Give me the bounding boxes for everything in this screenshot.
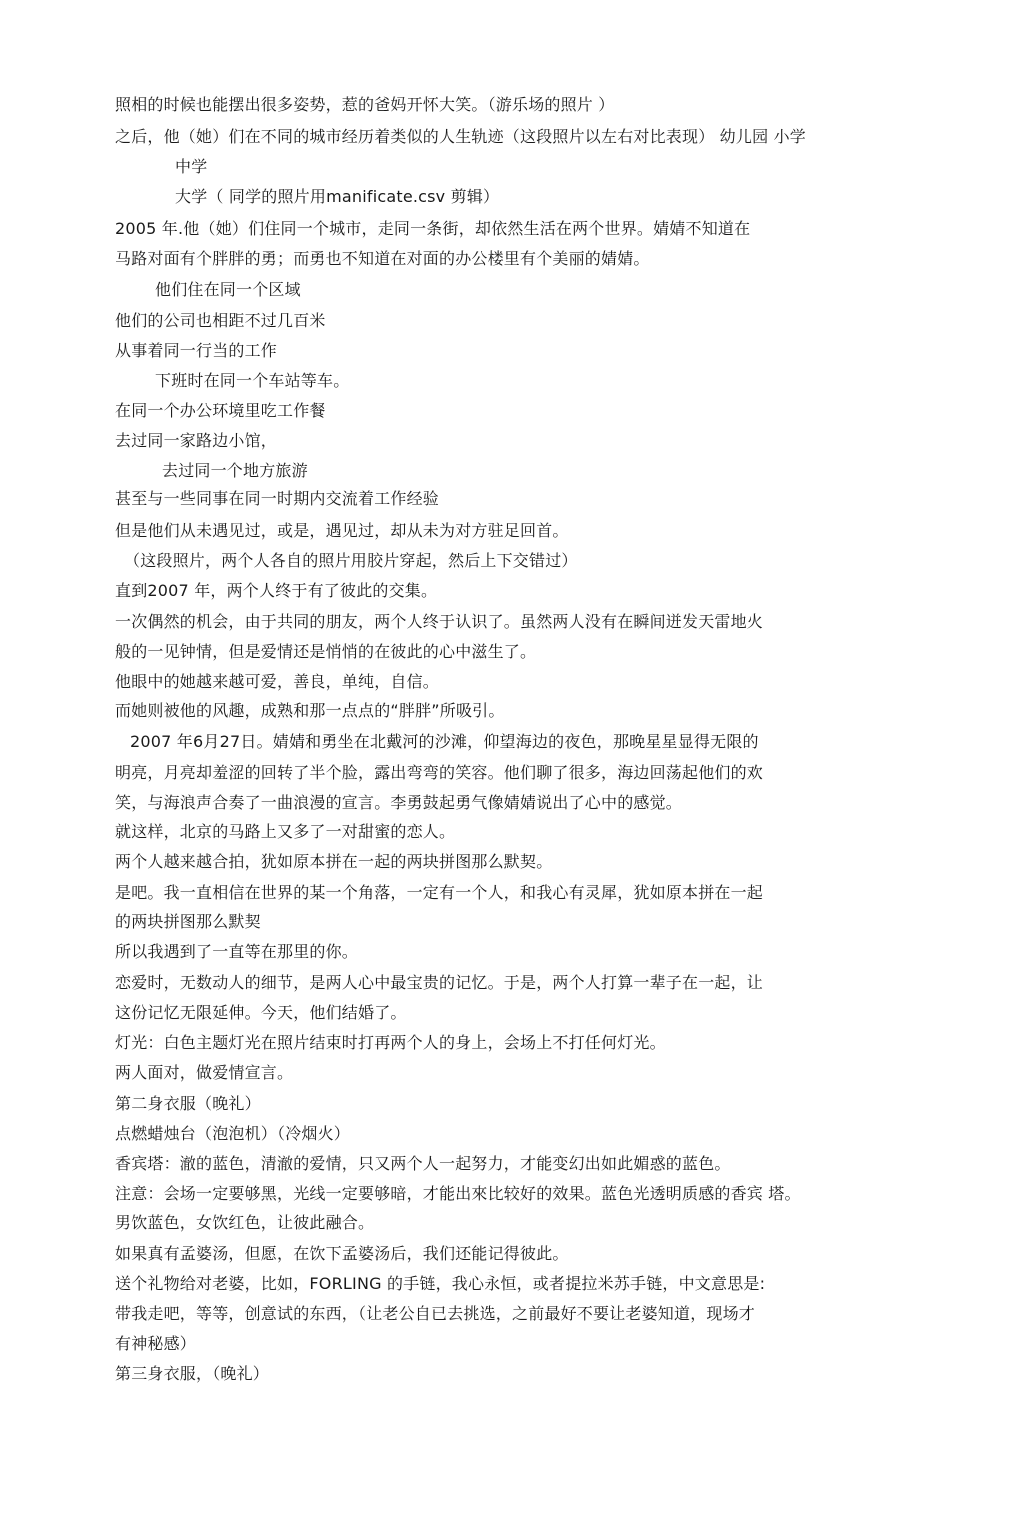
text-line: 去过同一个地方旅游	[162, 461, 308, 480]
text-line: 第二身衣服（晚礼）	[115, 1094, 261, 1113]
text-line: 直到2007 年，两个人终于有了彼此的交集。	[115, 581, 438, 600]
text-line: 带我走吧，等等，创意试的东西，（让老公自已去挑选，之前最好不要让老婆知道，现场才	[115, 1304, 756, 1323]
text-line: 点燃蜡烛台（泡泡机）（冷烟火）	[115, 1124, 351, 1143]
text-line: 下班时在同一个车站等车。	[155, 371, 350, 390]
text-line: 的两块拼图那么默契	[115, 912, 261, 931]
text-line: 注意：会场一定要够黑，光线一定要够暗，才能出來比较好的效果。蓝色光透明质感的香宾 塔。	[115, 1184, 801, 1203]
text-line: 这份记忆无限延伸。今天，他们结婚了。	[115, 1003, 407, 1022]
text-line: 笑，与海浪声合奏了一曲浪漫的宣言。李勇鼓起勇气像婧婧说出了心中的感觉。	[115, 793, 683, 812]
text-line: 去过同一家路边小馆，	[115, 431, 278, 450]
text-line: 从事着同一行当的工作	[115, 341, 278, 360]
text-line: 大学（ 同学的照片用manificate.csv 剪辑）	[175, 187, 500, 206]
text-line: 在同一个办公环境里吃工作餐	[115, 401, 326, 420]
text-line: 他们的公司也相距不过几百米	[115, 311, 326, 330]
text-line: 灯光：白色主题灯光在照片结束时打再两个人的身上，会场上不打任何灯光。	[115, 1033, 666, 1052]
text-line: 马路对面有个胖胖的勇；而勇也不知道在对面的办公楼里有个美丽的婧婧。	[115, 249, 650, 268]
text-line: 一次偶然的机会，由于共同的朋友，两个人终于认识了。虽然两人没有在瞬间迸发天雷地火	[115, 612, 764, 631]
text-line: 中学	[175, 157, 208, 176]
text-line: 所以我遇到了一直等在那里的你。	[115, 942, 359, 961]
text-line: （这段照片，两个人各自的照片用胶片穿起，然后上下交错过）	[124, 551, 578, 570]
text-line: 恋爱时，无数动人的细节，是两人心中最宝贵的记忆。于是，两个人打算一辈子在一起，让	[115, 973, 764, 992]
text-line: 第三身衣服，（晚礼）	[115, 1364, 270, 1383]
text-line: 如果真有孟婆汤，但愿，在饮下孟婆汤后，我们还能记得彼此。	[115, 1244, 569, 1263]
text-line: 两人面对，做爱情宣言。	[115, 1063, 294, 1082]
text-line: 2007 年6月27日。婧婧和勇坐在北戴河的沙滩，仰望海边的夜色，那晚星星显得无限的	[130, 732, 759, 751]
text-line: 就这样，北京的马路上又多了一对甜蜜的恋人。	[115, 822, 456, 841]
text-line: 2005 年.他（她）们住同一个城市，走同一条街，却依然生活在两个世界。婧婧不知道在	[115, 219, 751, 238]
text-line: 般的一见钟情，但是爱情还是悄悄的在彼此的心中滋生了。	[115, 642, 537, 661]
text-line: 他眼中的她越来越可爱，善良，单纯，自信。	[115, 672, 440, 691]
text-line: 香宾塔：澈的蓝色，清澈的爱情，只又两个人一起努力，才能变幻出如此媚惑的蓝色。	[115, 1154, 731, 1173]
text-line: 男饮蓝色，女饮红色，让彼此融合。	[115, 1213, 375, 1232]
text-line: 但是他们从未遇见过，或是，遇见过，却从未为对方驻足回首。	[115, 521, 569, 540]
text-line: 是吧。我一直相信在世界的某一个角落，一定有一个人，和我心有灵犀，犹如原本拼在一起	[115, 883, 764, 902]
text-line: 之后，他（她）们在不同的城市经历着类似的人生轨迹（这段照片以左右对比表现） 幼儿园 小学	[115, 127, 806, 146]
text-line: 明亮，月亮却羞涩的回转了半个脸，露出弯弯的笑容。他们聊了很多，海边回荡起他们的欢	[115, 763, 764, 782]
text-line: 照相的时候也能摆出很多姿势，惹的爸妈开怀大笑。（游乐场的照片 ）	[115, 95, 615, 114]
text-line: 有神秘感）	[115, 1334, 197, 1353]
text-line: 他们住在同一个区域	[155, 280, 301, 299]
text-line: 而她则被他的风趣，成熟和那一点点的“胖胖”所吸引。	[115, 701, 505, 720]
text-line: 甚至与一些同事在同一时期内交流着工作经验	[115, 489, 440, 508]
text-line: 送个礼物给对老婆，比如，FORLING 的手链，我心永恒，或者提拉米苏手链，中文意思是:	[115, 1274, 766, 1293]
text-line: 两个人越来越合拍，犹如原本拼在一起的两块拼图那么默契。	[115, 852, 553, 871]
